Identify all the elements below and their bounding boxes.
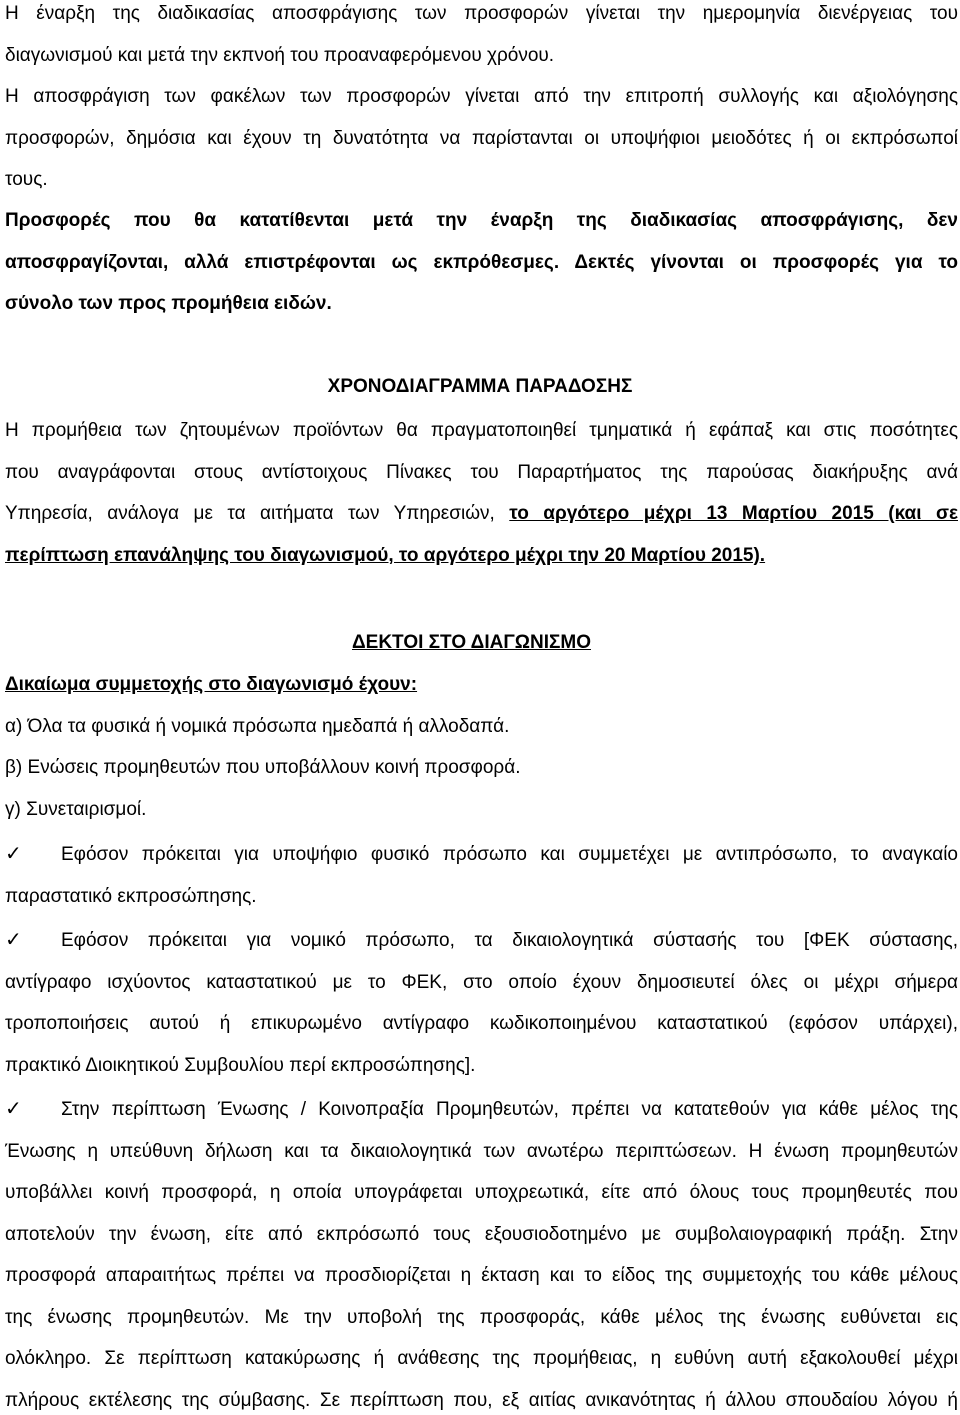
text-line: διαγωνισμού και μετά την εκπνοή του προαναφερόμενου χρόνου. bbox=[5, 44, 555, 66]
text-line: ολόκληρο. Σε περίπτωση κατακύρωσης ή ανάθεσης της προμήθειας, η ευθύνη αυτή εξακολουθεί μέχρι bbox=[5, 1348, 958, 1369]
text-line: προσφορά απαραιτήτως πρέπει να προσδιορίζεται η έκταση και το είδος της συμμετοχής του κάθε μέλους bbox=[5, 1265, 958, 1286]
text-line bbox=[5, 919, 958, 962]
check-text: Εφόσον πρόκειται για νομικό πρόσωπο, τα δικαιολογητικά σύστασής του [ΦΕΚ σύστασης, bbox=[61, 930, 958, 951]
text-line: προσφορών, δημόσια και έχουν τη δυνατότητα να παρίστανται οι υποψήφιοι μειοδότες ή οι εκπρόσωποί bbox=[5, 127, 958, 149]
text-line: Η αποσφράγιση των φακέλων των προσφορών γίνεται από την επιτροπή συλλογής και αξιολόγησης bbox=[5, 86, 958, 107]
checkmark-icon: ✓ bbox=[5, 927, 22, 951]
text-line: παραστατικό εκπροσώπησης. bbox=[5, 885, 257, 907]
text-line: τους. bbox=[5, 169, 48, 190]
check-item-legal-person bbox=[5, 919, 958, 1086]
check-text: Στην περίπτωση Ένωσης / Κοινοπραξία Προμηθευτών, πρέπει να κατατεθούν για κάθε μέλος της bbox=[61, 1099, 958, 1120]
eligibility-section bbox=[5, 664, 958, 830]
text-line: πρακτικό Διοικητικού Συμβουλίου περί εκπροσώπησης]. bbox=[5, 1054, 476, 1076]
text-line: αποσφραγίζονται, αλλά επιστρέφονται ως εκπρόθεσμες. Δεκτές γίνονται οι προσφορές για το bbox=[5, 251, 958, 273]
text-line: αποτελούν την ένωση, είτε από εκπρόσωπό τους εξουσιοδοτημένο με συμβολαιογραφική πράξη. Στην bbox=[5, 1223, 958, 1245]
eligibility-heading: ΔΕΚΤΟΙ ΣΤΟ ΔΙΑΓΩΝΙΣΜΟ bbox=[352, 632, 591, 653]
eligibility-item: γ) Συνεταιρισμοί. bbox=[5, 798, 147, 820]
paragraph-opening bbox=[5, 0, 958, 201]
check-item-union bbox=[5, 1088, 958, 1415]
text-line: Η έναρξη της διαδικασίας αποσφράγισης των προσφορών γίνεται την ημερομηνία διενέργειας του bbox=[5, 3, 958, 24]
paragraph-delivery bbox=[5, 410, 958, 576]
check-item-natural-person bbox=[5, 833, 958, 917]
delivery-schedule-heading: ΧΡΟΝΟΔΙΑΓΡΑΜΜΑ ΠΑΡΑΔΟΣΗΣ bbox=[327, 376, 633, 397]
text-line bbox=[5, 1088, 958, 1131]
text-line: υποβάλλει κοινή προσφορά, η οποία υπογράφεται υποχρεωτικά, είτε από όλους τους προμηθευτές που bbox=[5, 1182, 958, 1203]
text-line: τροποποιήσεις αυτού ή επικυρωμένο αντίγραφο κωδικοποιημένου καταστατικού (εφόσον υπάρχει), bbox=[5, 1013, 958, 1034]
text-line bbox=[5, 833, 958, 876]
text-line: σύνολο των προς προμήθεια ειδών. bbox=[5, 293, 332, 314]
text-line: πλήρους εκτέλεσης της σύμβασης. Σε περίπτωση που, εξ αιτίας ανικανότητας ή άλλου σπουδαίου λόγου ή bbox=[5, 1389, 958, 1411]
delivery-deadline: το αργότερο μέχρι 13 Μαρτίου 2015 (και σε bbox=[509, 503, 958, 524]
delivery-text: Υπηρεσία, ανάλογα με τα αιτήματα των Υπηρεσιών, bbox=[5, 503, 510, 524]
eligibility-subtitle: Δικαίωμα συμμετοχής στο διαγωνισμό έχουν: bbox=[5, 674, 418, 695]
text-line: Ένωσης η υπεύθυνη δήλωση και τα δικαιολογητικά των ανωτέρω περιπτώσεων. Η ένωση προμηθευτών bbox=[5, 1140, 958, 1162]
text-line bbox=[5, 493, 958, 535]
text-line: που αναγράφονται στους αντίστοιχους Πίνακες του Παραρτήματος της παρούσας διακήρυξης ανά bbox=[5, 461, 958, 483]
check-text: Εφόσον πρόκειται για υποψήφιο φυσικό πρόσωπο και συμμετέχει με αντιπρόσωπο, το αναγκαίο bbox=[61, 844, 958, 865]
text-line: Η προμήθεια των ζητουμένων προϊόντων θα πραγματοποιηθεί τμηματικά ή εφάπαξ και στις ποσότητες bbox=[5, 420, 958, 441]
delivery-deadline-repeat: περίπτωση επανάληψης του διαγωνισμού, το αργότερο μέχρι την 20 Μαρτίου 2015). bbox=[5, 544, 766, 566]
text-line: Προσφορές που θα κατατίθενται μετά την έναρξη της διαδικασίας αποσφράγισης, δεν bbox=[5, 210, 958, 231]
eligibility-item: α) Όλα τα φυσικά ή νομικά πρόσωπα ημεδαπά ή αλλοδαπά. bbox=[5, 715, 510, 737]
eligibility-item: β) Ενώσεις προμηθευτών που υποβάλλουν κοινή προσφορά. bbox=[5, 757, 521, 778]
checkmark-icon: ✓ bbox=[5, 1096, 22, 1120]
text-line: αντίγραφο ισχύοντος καταστατικού με το ΦΕΚ, στο οποίο έχουν δημοσιευτεί όλες οι μέχρι σήμερα bbox=[5, 971, 958, 993]
text-line: της ένωσης προμηθευτών. Με την υποβολή της προσφοράς, κάθε μέλος της ένωσης ευθύνεται εις bbox=[5, 1306, 958, 1328]
paragraph-late-offers bbox=[5, 200, 958, 325]
checkmark-icon: ✓ bbox=[5, 841, 22, 865]
